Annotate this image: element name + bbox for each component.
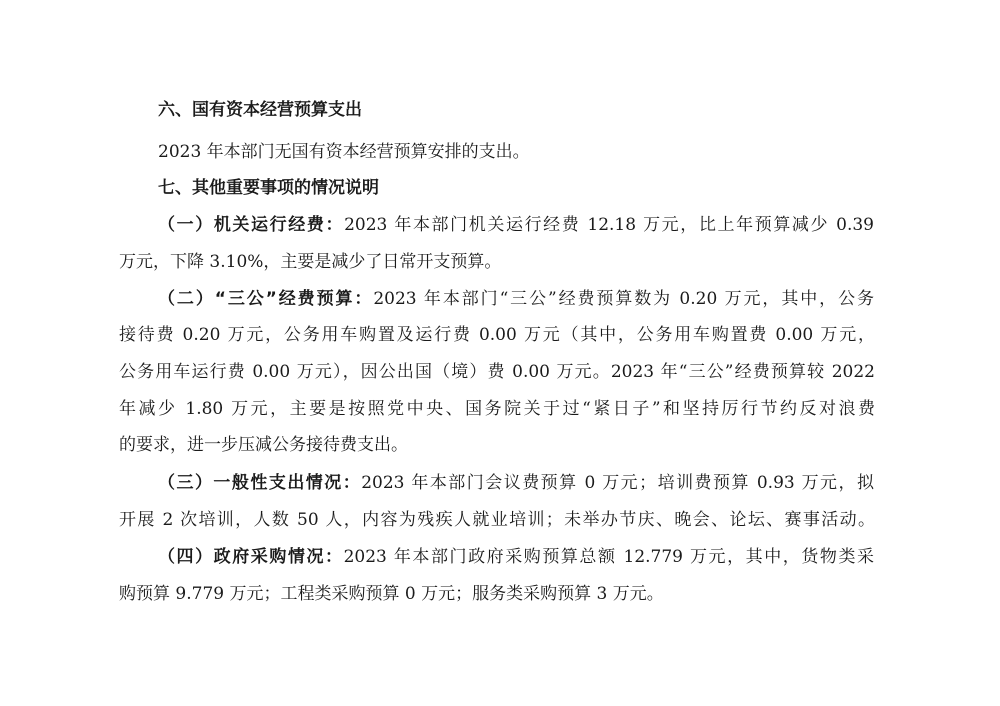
- paragraph-3-line-2: 开展 2 次培训，人数 50 人，内容为残疾人就业培训；未举办节庆、晚会、论坛、赛事活动。: [119, 510, 875, 530]
- paragraph-3-line-1: [158, 471, 874, 495]
- paragraph-2-line-2: 接待费 0.20 万元，公务用车购置及运行费 0.00 万元（其中，公务用车购置费 0.00 万元，: [119, 325, 875, 345]
- paragraph-2-line-3: 公务用车运行费 0.00 万元），因公出国（境）费 0.00 万元。2023 年“三公”经费预算较 2022: [119, 362, 875, 382]
- paragraph-2-line-4: 年减少 1.80 万元，主要是按照党中央、国务院关于过“紧日子”和坚持厉行节约反对浪费: [119, 399, 875, 419]
- paragraph-2-line-1-text: 2023 年本部门“三公”经费预算数为 0.20 万元，其中，公务: [373, 289, 874, 309]
- paragraph-4-line-1-text: 2023 年本部门政府采购预算总额 12.779 万元，其中，货物类采: [343, 547, 875, 567]
- section-6-heading: 六、国有资本经营预算支出: [158, 100, 362, 120]
- paragraph-1-line-1-text: 2023 年本部门机关运行经费 12.18 万元，比上年预算减少 0.39: [344, 215, 874, 235]
- paragraph-1-line-2: 万元，下降 3.10%，主要是减少了日常开支预算。: [119, 252, 502, 272]
- paragraph-3-lead: （三）一般性支出情况：: [158, 473, 362, 493]
- paragraph-1-lead: （一）机关运行经费：: [158, 215, 345, 235]
- paragraph-2-line-1: [158, 287, 874, 311]
- paragraph-4-line-2: 购预算 9.779 万元；工程类采购预算 0 万元；服务类采购预算 3 万元。: [119, 584, 664, 604]
- section-7-heading: 七、其他重要事项的情况说明: [158, 178, 379, 198]
- paragraph-4-lead: （四）政府采购情况：: [158, 547, 344, 567]
- paragraph-3-line-1-text: 2023 年本部门会议费预算 0 万元；培训费预算 0.93 万元，拟: [361, 473, 875, 493]
- paragraph-1-line-1: [158, 213, 874, 237]
- paragraph-2-lead: （二）“三公”经费预算：: [158, 289, 374, 309]
- section-6-body: 2023 年本部门无国有资本经营预算安排的支出。: [158, 142, 530, 162]
- paragraph-4-line-1: [158, 545, 874, 569]
- paragraph-2-line-5: 的要求，进一步压减公务接待费支出。: [119, 435, 408, 455]
